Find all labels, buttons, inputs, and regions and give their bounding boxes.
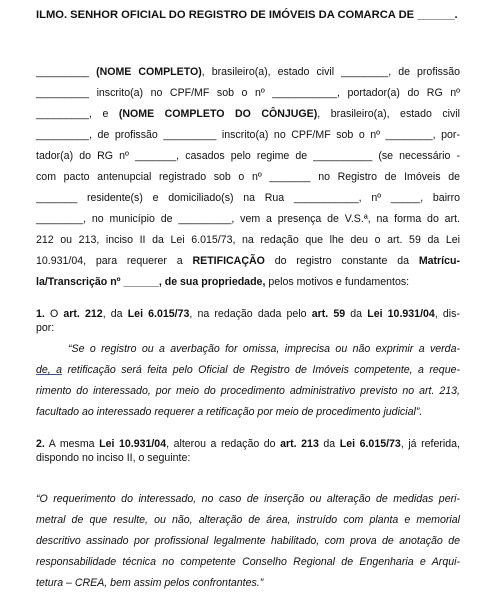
quote-2-line-4: responsabilidade técnica no competente Conselho Regional de Engenharia e Arqui-	[36, 556, 460, 568]
qualification-line-10	[36, 254, 460, 268]
quote-2-line-2: metral de que resulte, ou não, alteração de área, instruído com planta e memorial	[36, 514, 460, 526]
legal-ref: Lei 10.931/04	[99, 438, 167, 450]
qualification-text: , brasileiro(a), estado civil ________, de profissão	[201, 66, 460, 78]
page-title: ILMO. SENHOR OFICIAL DO REGISTRO DE IMÓVEIS DA COMARCA DE ______.	[36, 9, 458, 21]
quote-1-line-1: “Se o registro ou a averbação for omissa, imprecisa ou não exprimir a verda-	[68, 343, 460, 355]
qualification-line-4: _________, de profissão _________ inscrito(a) no CPF/MF sob o nº ________, por-	[36, 129, 460, 141]
quote-1-line-2	[36, 363, 460, 377]
item-1-line-2: por:	[36, 322, 55, 334]
item-text: , da	[102, 308, 128, 320]
qualification-line-7: _______ residente(s) e domiciliado(s) na Rua ___________, nº _____, bairro	[36, 192, 460, 204]
transcricao-label: la/Transcrição nº ______, de sua propriedade,	[36, 276, 266, 288]
qualification-line-3	[36, 107, 460, 121]
qualification-line-6: com pacto antenupcial registrado sob o nº _______ no Registro de Imóveis de	[36, 171, 460, 183]
item-text: O	[44, 308, 64, 320]
item-text: , alterou a redação do	[166, 438, 281, 450]
quote-text: retificação será feita pelo Oficial de Registro de Imóveis competente, a reque-	[62, 364, 461, 376]
qualification-text: 10.931/04, para requerer a	[36, 255, 183, 267]
item-text: da	[318, 438, 340, 450]
qualification-line-9: 212 ou 213, inciso II da Lei 6.015/73, na redação que lhe deu o art. 59 da Lei	[36, 234, 460, 246]
qualification-line-11	[36, 275, 460, 289]
qualification-text: _________, e	[36, 108, 109, 120]
item-2-line-1	[36, 437, 460, 451]
item-number: 1.	[36, 308, 45, 320]
quote-2-line-1: “O requerimento do interessado, no caso de inserção ou alteração de medidas peri-	[36, 493, 460, 505]
quote-1-line-3: rimento do interessado, por meio do procedimento administrativo previsto no art. 213,	[36, 385, 460, 397]
qualification-text: do registro constante da	[274, 255, 409, 267]
item-1-line-1	[36, 307, 460, 321]
qualification-text: pelos motivos e fundamentos:	[265, 276, 410, 288]
item-text: A mesma	[44, 438, 100, 450]
qualification-text: , brasileiro(a), estado civil	[317, 108, 460, 120]
legal-ref: art. 212	[63, 308, 103, 320]
legal-ref: Lei 6.015/73	[127, 308, 190, 320]
qualification-line-8: ________, no município de _________, vem a presença de V.S.ª, na forma do art.	[36, 213, 460, 225]
legal-ref: art. 59	[311, 308, 346, 320]
retificacao-label: RETIFICAÇÃO	[192, 255, 265, 267]
legal-ref: Lei 6.015/73	[339, 438, 401, 450]
matricula-label: Matrícu-	[418, 255, 461, 267]
legal-ref: art. 213	[280, 438, 319, 450]
underlined-text: de, a	[36, 364, 63, 376]
spouse-name-placeholder: (NOME COMPLETO DO CÔNJUGE)	[118, 108, 318, 120]
name-placeholder: (NOME COMPLETO)	[96, 66, 202, 78]
legal-ref: Lei 10.931/04	[367, 308, 435, 320]
item-text: da	[345, 308, 368, 320]
qualification-line-2: _________ inscrito(a) no CPF/MF sob o nº ___________, portador(a) do RG nº	[36, 87, 460, 99]
item-text: , na redação dada pelo	[189, 308, 312, 320]
quote-1-line-4: facultado ao interessado requerer a retificação por meio de procedimento judicial”.	[36, 406, 423, 418]
item-text: , já referida,	[400, 438, 460, 450]
blank-field: _________	[36, 66, 90, 78]
quote-2-line-3: descritivo assinado por profissional legalmente habilitado, com prova de anotação de	[36, 535, 460, 547]
qualification-line-5: tador(a) do RG nº _______, casados pelo regime de __________ (se necessário -	[36, 150, 460, 162]
item-2-line-2: dispondo no inciso II, o seguinte:	[36, 452, 191, 464]
qualification-line-1	[36, 65, 460, 79]
item-text: , dis-	[434, 308, 460, 320]
quote-2-line-5: tetura – CREA, bem assim pelos confrontantes.”	[36, 577, 264, 589]
item-number: 2.	[36, 438, 45, 450]
